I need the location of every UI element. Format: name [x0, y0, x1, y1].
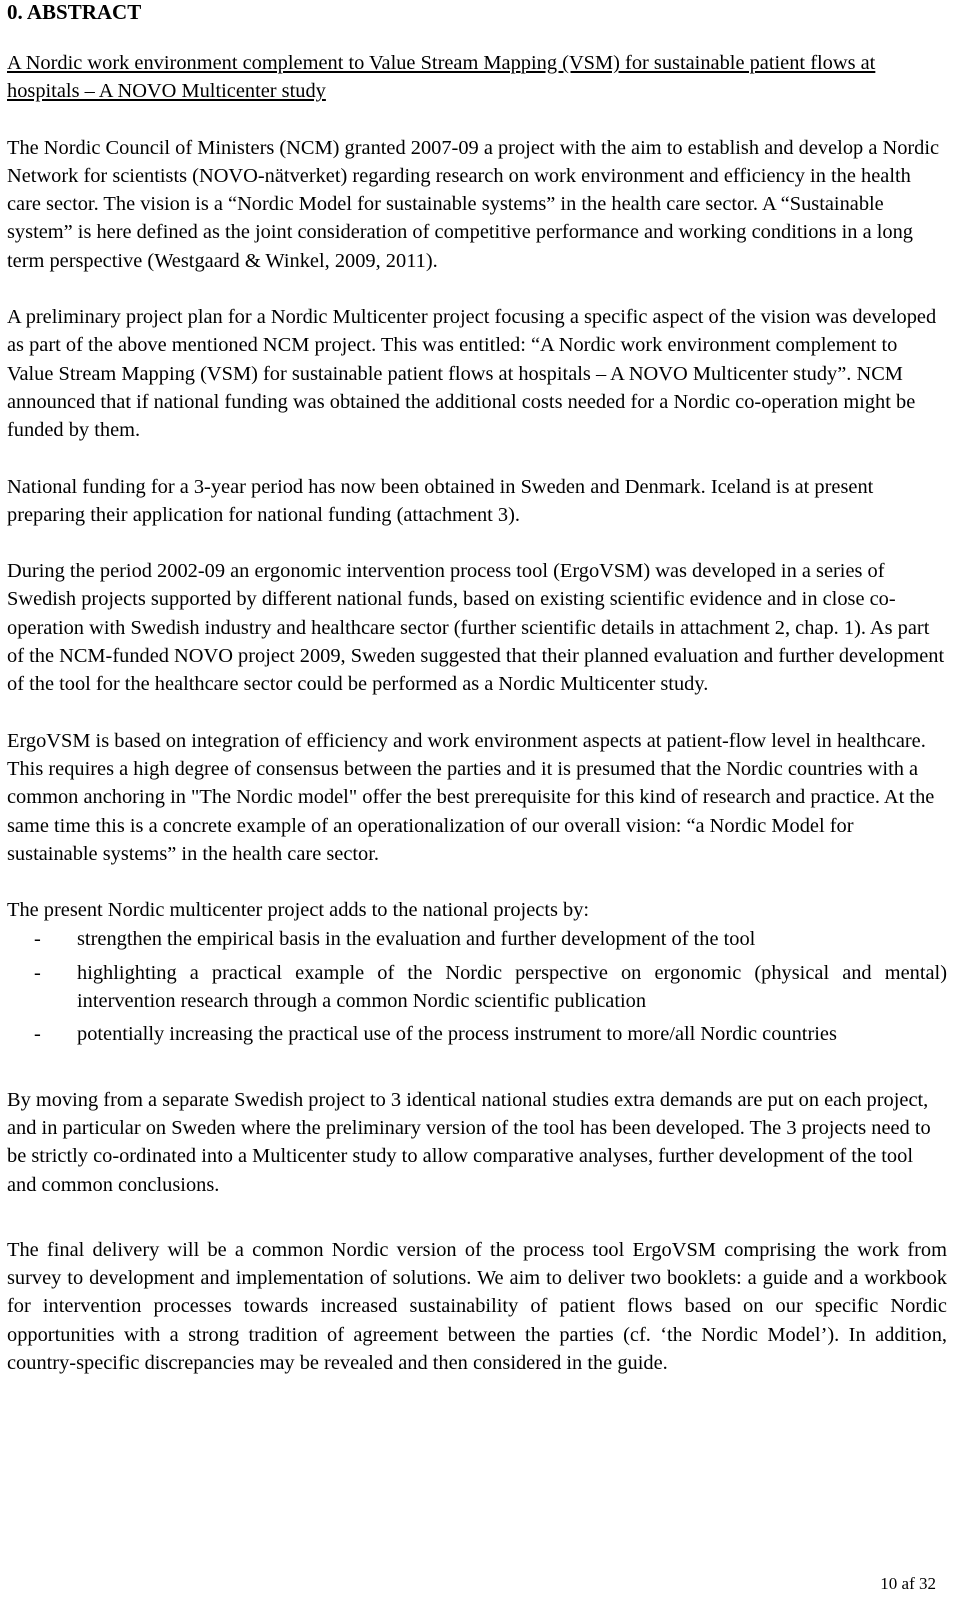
bullet-marker: -: [34, 1023, 41, 1046]
paragraph-1: The Nordic Council of Ministers (NCM) granted 2007-09 a project with the aim to establish and develop a Nordic Network for scientists (NOVO-nätverket) regarding research on work environment and efficiency in the health care sector. The vision is a “Nordic Model for sustainable systems” in the health care sector. A “Sustainable system” is here defined as the joint consideration of competitive performance and working conditions in a long term perspective (Westgaard & Winkel, 2009, 2011).: [7, 136, 940, 272]
page-number: 10 af 32: [880, 1574, 936, 1593]
list-item: [7, 1020, 947, 1048]
document-page: [7, 0, 947, 1377]
bullet-list: [7, 925, 947, 1048]
list-item: [7, 959, 947, 1016]
paragraph-5: ErgoVSM is based on integration of efficiency and work environment aspects at patient-flow level in healthcare. This requires a high degree of consensus between the parties and it is presumed that the Nordic countries with a common anchoring in "The Nordic model" offer the best prerequisite for this kind of research and practice. At the same time this is a concrete example of an operationalization of our overall vision: “a Nordic Model for sustainable systems” in the health care sector.: [7, 729, 935, 865]
bullet-text: strengthen the empirical basis in the evaluation and further development of the tool: [77, 928, 756, 951]
paragraph-3: National funding for a 3-year period has now been obtained in Sweden and Denmark. Iceland is at present preparing their application for national funding (attachment 3).: [7, 475, 874, 526]
paragraph-6-intro: The present Nordic multicenter project adds to the national projects by:: [7, 899, 590, 922]
bullet-text: highlighting a practical example of the Nordic perspective on ergonomic (physical and mental) intervention research through a common Nordic scientific publication: [77, 961, 947, 1013]
paragraph-8: The final delivery will be a common Nordic version of the process tool ErgoVSM comprising the work from survey to development and implementation of solutions. We aim to deliver two booklets: a guide and a workbook for intervention processes towards increased sustainability of patient flows based on our specific Nordic opportunities with a strong tradition of agreement between the parties (cf. ‘the Nordic Model’). In addition, country-specific discrepancies may be revealed and then considered in the guide.: [7, 1238, 947, 1374]
section-heading: 0. ABSTRACT: [7, 0, 142, 24]
list-item: [7, 925, 947, 953]
bullet-marker: -: [34, 928, 41, 951]
paragraph-4: During the period 2002-09 an ergonomic intervention process tool (ErgoVSM) was developed in a series of Swedish projects supported by different national funds, based on existing scientific evidence and in close co-operation with Swedish industry and healthcare sector (further scientific details in attachment 2, chap. 1). As part of the NCM-funded NOVO project 2009, Sweden suggested that their planned evaluation and further development of the tool for the healthcare sector could be performed as a Nordic Multicenter study.: [7, 560, 945, 696]
bullet-text: potentially increasing the practical use of the process instrument to more/all Nordic countries: [77, 1023, 837, 1046]
document-title: A Nordic work environment complement to Value Stream Mapping (VSM) for sustainable patient flows at hospitals – A NOVO Multicenter study: [7, 52, 876, 103]
paragraph-7: By moving from a separate Swedish project to 3 identical national studies extra demands are put on each project, and in particular on Sweden where the preliminary version of the tool has been developed. The 3 projects need to be strictly co-ordinated into a Multicenter study to allow comparative analyses, further development of the tool and common conclusions.: [7, 1088, 931, 1196]
paragraph-2: A preliminary project plan for a Nordic Multicenter project focusing a specific aspect of the vision was developed as part of the above mentioned NCM project. This was entitled: “A Nordic work environment complement to Value Stream Mapping (VSM) for sustainable patient flows at hospitals – A NOVO Multicenter study”. NCM announced that if national funding was obtained the additional costs needed for a Nordic co-operation might be funded by them.: [7, 306, 937, 442]
bullet-marker: -: [34, 961, 41, 984]
